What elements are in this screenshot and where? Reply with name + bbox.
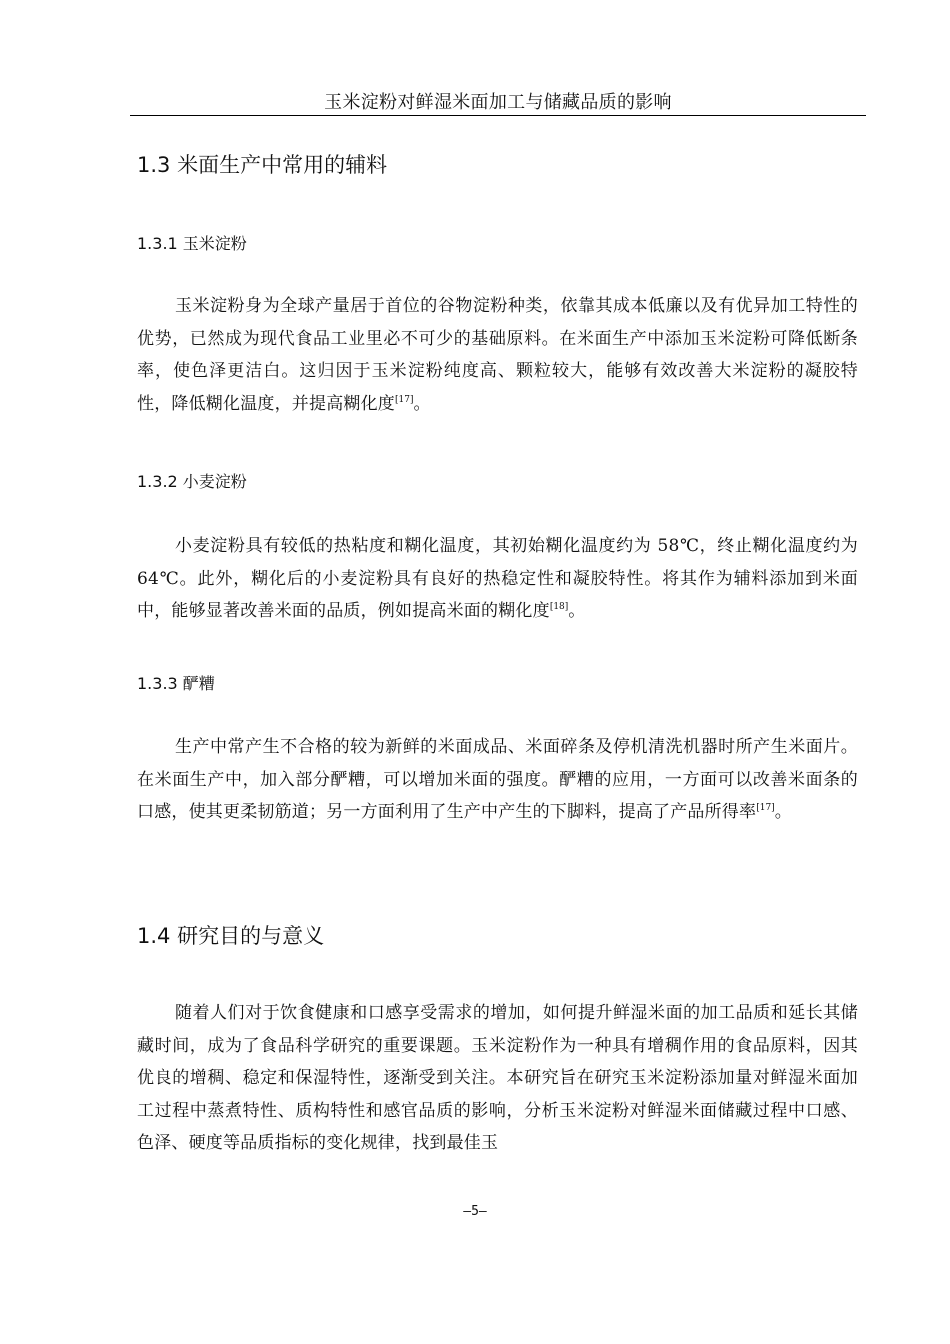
subsection-heading-1-3-1: 1.3.1 玉米淀粉 [137,234,247,253]
citation: [17] [756,803,775,813]
subsection-heading-1-3-2: 1.3.2 小麦淀粉 [137,472,247,491]
paragraph-rice-residue [137,731,858,829]
paragraph-end: 。 [413,393,431,414]
paragraph-text: 随着人们对于饮食健康和口感享受需求的增加，如何提升鲜湿米面的加工品质和延长其储藏时间，成为了食品科学研究的重要课题。玉米淀粉作为一种具有增稠作用的食品原料，因其优良的增稠、稳定和保湿特性，逐渐受到关注。本研究旨在研究玉米淀粉添加量对鲜湿米面加工过程中蒸煮特性、质构特性和感官品质的影响，分析玉米淀粉对鲜湿米面储藏过程中口感、色泽、硬度等品质指标的变化规律，找到最佳玉 [137,1003,858,1153]
section-heading-1-3: 1.3 米面生产中常用的辅料 [137,153,388,177]
paragraph-text: 生产中常产生不合格的较为新鲜的米面成品、米面碎条及停机清洗机器时所产生米面片。在米面生产中，加入部分酽糟，可以增加米面的强度。酽糟的应用，一方面可以改善米面条的口感，使其更柔韧筋道；另一方面利用了生产中产生的下脚料，提高了产品所得率 [137,737,858,822]
running-header: 玉米淀粉对鲜湿米面加工与储藏品质的影响 [324,92,672,113]
header-rule [130,115,866,116]
section-heading-1-4: 1.4 研究目的与意义 [137,924,325,948]
paragraph-text: 小麦淀粉具有较低的热粘度和糊化温度，其初始糊化温度约为 58℃，终止糊化温度约为 64℃。此外，糊化后的小麦淀粉具有良好的热稳定性和凝胶特性。将其作为辅料添加到米面中，能够显著改善米面的品质，例如提高米面的糊化度 [137,536,858,621]
page-number: —5— [463,1204,487,1219]
subsection-heading-1-3-3: 1.3.3 酽糟 [137,674,215,693]
paragraph-research-purpose [137,997,858,1160]
paragraph-end: 。 [774,802,792,822]
citation: [18] [549,602,569,612]
paragraph-text: 玉米淀粉身为全球产量居于首位的谷物淀粉种类，依靠其成本低廉以及有优异加工特性的优势，已然成为现代食品工业里必不可少的基础原料。在米面生产中添加玉米淀粉可降低断条率，使色泽更洁白。这归因于玉米淀粉纯度高、颗粒较大，能够有效改善大米淀粉的凝胶特性，降低糊化温度，并提高糊化度 [137,296,858,414]
paragraph-wheat-starch [137,530,858,628]
citation: [17] [395,394,414,405]
paragraph-corn-starch [137,290,858,420]
paragraph-end: 。 [568,601,586,621]
